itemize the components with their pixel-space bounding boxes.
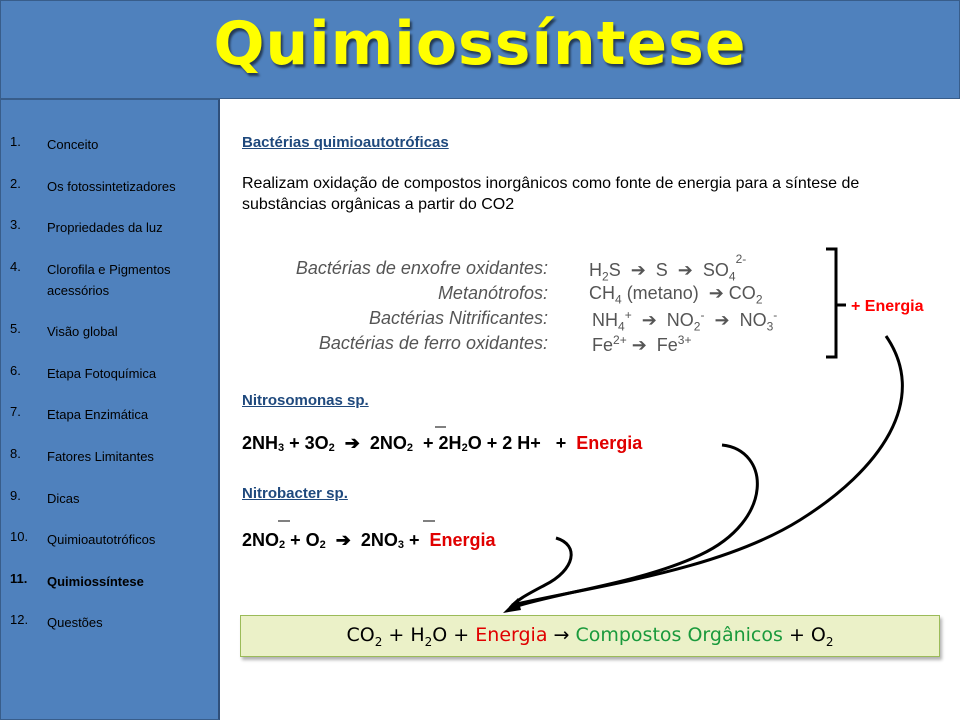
energy-label: Energia xyxy=(576,433,643,453)
section-title: Bactérias quimioautotróficas xyxy=(242,134,449,151)
reaction-nitrifying: $NH_4^+$ ➔ $NO_2^-$ ➔ $NO_3^-$ xyxy=(592,308,778,334)
nav-label: Quimioautotróficos xyxy=(47,532,156,547)
page-title: Quimiossíntese xyxy=(213,9,747,79)
nav-label: Propriedades da luz xyxy=(47,220,163,235)
nav-number: 8. xyxy=(10,446,21,461)
nav-number: 7. xyxy=(10,404,21,419)
reaction-sulfur: $H_2S$ ➔ S ➔ $SO_4^{2-}$ xyxy=(589,252,747,284)
reaction-iron: $Fe^{2+}$ ➔ $Fe^{3+}$ xyxy=(592,333,692,355)
arrow-from-nitrobacter xyxy=(510,538,571,608)
bacteria-name: Bactérias de ferro oxidantes: xyxy=(318,333,548,353)
nitrosomonas-title: Nitrosomonas sp. xyxy=(242,392,369,409)
nav-number: 10. xyxy=(10,529,29,544)
final-products: Compostos Orgânicos xyxy=(575,624,783,646)
arrow-head xyxy=(503,598,521,613)
nav-number: 9. xyxy=(10,488,21,503)
description: Realizam oxidação de compostos inorgânicos como fonte de energia para a síntese de substâncias orgânicas a partir do CO2 xyxy=(242,175,860,213)
nav-label: Quimiossíntese xyxy=(47,574,144,589)
nav-number: 5. xyxy=(10,321,21,336)
nav-number: 4. xyxy=(10,259,21,274)
bacteria-name: Bactérias de enxofre oxidantes: xyxy=(295,258,548,278)
bacteria-name: Metanótrofos: xyxy=(437,283,548,303)
final-equation: $CO_2 + H_2O$ + Energia → Compostos Orgânicos + $O_2$ xyxy=(346,624,834,649)
nav-label: Visão global xyxy=(47,324,118,339)
bracket-energy-label: + Energia xyxy=(851,298,924,315)
title-bar xyxy=(0,0,960,99)
arrow-from-nitrosomonas xyxy=(514,445,757,607)
energy-label: Energia xyxy=(429,530,496,550)
nav-label: Clorofila e Pigmentos acessórios xyxy=(47,262,171,298)
nav-number: 3. xyxy=(10,217,21,232)
nitrosomonas-equation: $2NH_3 + 3O_2$ ➔ $2NO_2 + 2H_2O + 2$ H+ + Energia xyxy=(242,433,643,454)
bracket xyxy=(826,249,836,357)
nav-number: 6. xyxy=(10,363,21,378)
nav-label: Questões xyxy=(47,615,103,630)
nav-number: 12. xyxy=(10,612,29,627)
nav-label: Conceito xyxy=(47,137,99,152)
sidebar-nav xyxy=(0,99,220,720)
arrow-from-bracket xyxy=(512,336,902,605)
nav-number: 1. xyxy=(10,134,21,149)
nav-label: Etapa Fotoquímica xyxy=(47,366,157,381)
final-energy: Energia xyxy=(475,624,548,646)
nitrobacter-equation: $2NO_2 + O_2$ ➔ $2NO_3$ + Energia xyxy=(242,530,496,551)
nav-number: 2. xyxy=(10,176,21,191)
final-equation-box xyxy=(240,615,940,657)
nav-label: Etapa Enzimática xyxy=(47,407,149,422)
bacteria-name: Bactérias Nitrificantes: xyxy=(368,308,548,328)
nav-label: Fatores Limitantes xyxy=(47,449,154,464)
reaction-methane: $CH_4$ (metano) ➔ $CO_2$ xyxy=(589,283,763,307)
nav-number: 11. xyxy=(10,571,28,586)
nav-label: Os fotossintetizadores xyxy=(47,179,176,194)
nitrobacter-title: Nitrobacter sp. xyxy=(242,485,348,502)
nav-label: Dicas xyxy=(47,491,80,506)
